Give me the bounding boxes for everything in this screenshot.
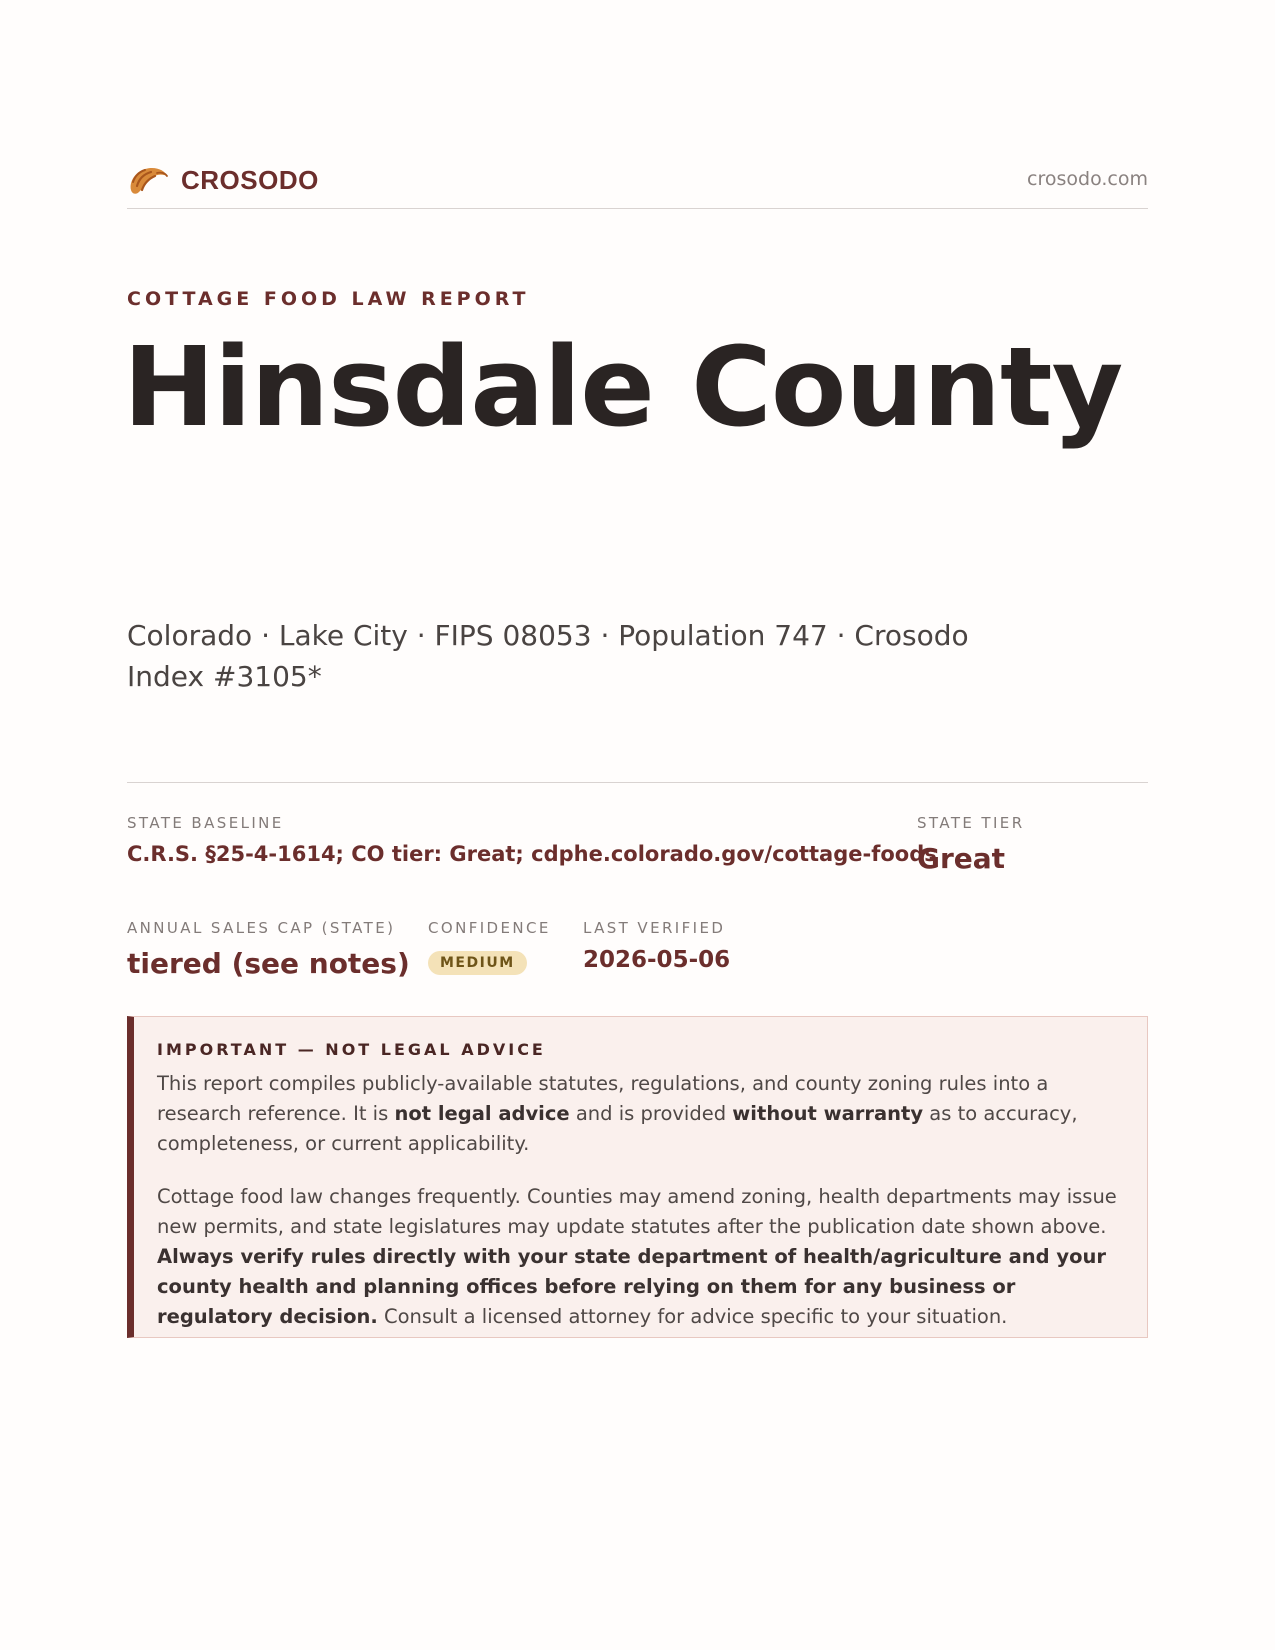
state-baseline-label: STATE BASELINE [127, 814, 284, 832]
croissant-icon [127, 160, 169, 200]
site-url[interactable]: crosodo.com [1027, 168, 1148, 190]
last-verified-field [583, 919, 730, 973]
report-eyebrow: COTTAGE FOOD LAW REPORT [127, 288, 530, 310]
page-title: Hinsdale County [123, 323, 1123, 451]
state-baseline-field [127, 814, 937, 866]
header-divider [127, 208, 1148, 209]
facts-divider [127, 782, 1148, 783]
state-tier-field [917, 814, 1025, 875]
confidence-field [428, 919, 551, 975]
report-page [123, 0, 1148, 1650]
notice-emphasis: without warranty [732, 1102, 924, 1125]
sales-cap-label: ANNUAL SALES CAP (STATE) [127, 919, 396, 937]
state-tier-label: STATE TIER [917, 814, 1025, 832]
report-subtitle: Colorado · Lake City · FIPS 08053 · Population 747 · Crosodo Index #3105* [127, 619, 969, 693]
notice-text: This report compiles publicly-available statutes, regulations, and county zoning rules into a research reference. It is [157, 1072, 1049, 1125]
notice-text: Consult a licensed attorney for advice specific to your situation. [377, 1305, 1008, 1328]
notice-emphasis: not legal advice [394, 1102, 570, 1125]
legal-notice [127, 1016, 1148, 1338]
state-baseline-value: C.R.S. §25-4-1614; CO tier: Great; cdphe.colorado.gov/cottage-foods [127, 842, 937, 866]
last-verified-label: LAST VERIFIED [583, 919, 726, 937]
brand [127, 160, 319, 200]
sales-cap-field [127, 919, 410, 980]
last-verified-value: 2026-05-06 [583, 947, 731, 973]
notice-text: and is provided [569, 1102, 733, 1125]
notice-emphasis: Always verify rules directly with your state department of health/agriculture and your county health and planning offices before relying on them for any business or regulatory decision. [157, 1245, 1107, 1328]
notice-text: as to accuracy, completeness, or current applicability. [157, 1102, 1078, 1155]
confidence-badge: MEDIUM [428, 951, 527, 975]
legal-notice-paragraph-2 [157, 1182, 1122, 1332]
sales-cap-value: tiered (see notes) [127, 947, 410, 980]
legal-notice-title: IMPORTANT — NOT LEGAL ADVICE [157, 1040, 546, 1059]
confidence-label: CONFIDENCE [428, 919, 551, 937]
brand-name: CROSODO [181, 164, 319, 195]
report-header [127, 160, 1148, 210]
legal-notice-paragraph-1 [157, 1069, 1122, 1159]
notice-text: Cottage food law changes frequently. Counties may amend zoning, health departments may issue new permits, and state legislatures may update statutes after the publication date shown above. [157, 1185, 1117, 1238]
state-tier-value: Great [917, 842, 1006, 875]
